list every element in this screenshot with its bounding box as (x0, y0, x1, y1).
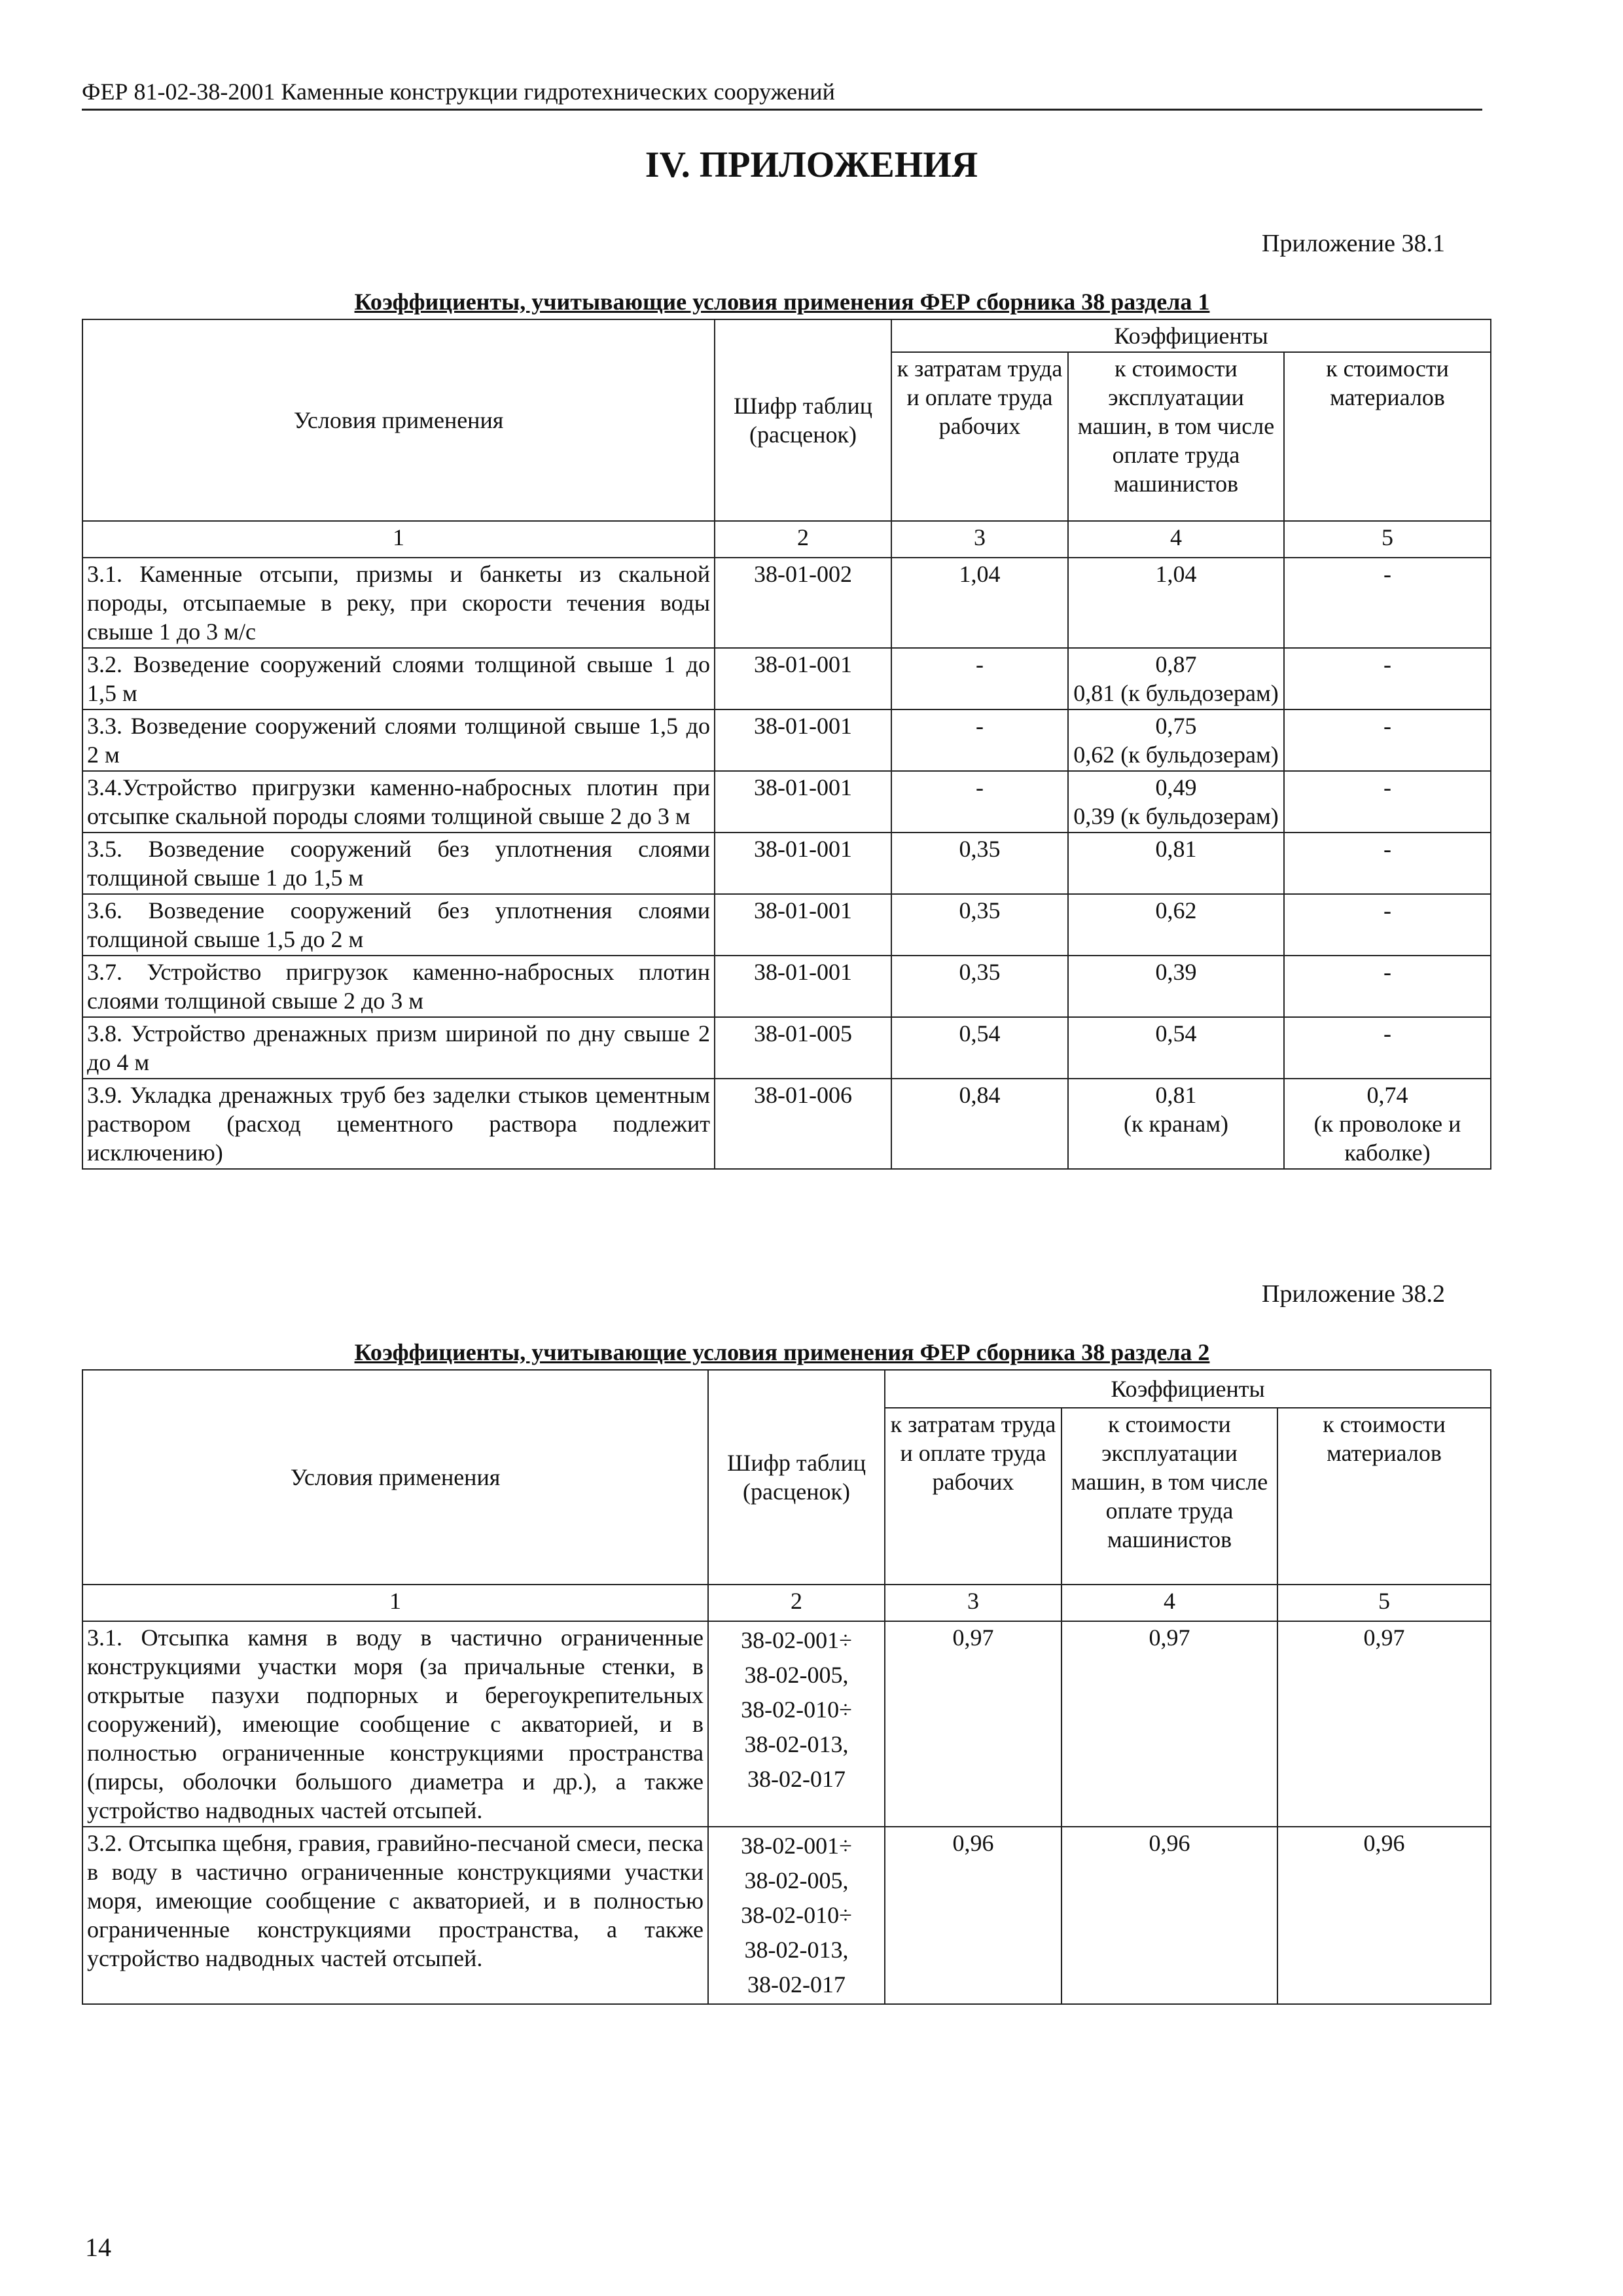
row-materials: 0,97 (1277, 1621, 1491, 1827)
code-line: 38-02-005, (744, 1662, 849, 1688)
col-num: 1 (82, 521, 715, 558)
col-num: 5 (1284, 521, 1491, 558)
table-row (82, 894, 1491, 956)
col-num: 1 (82, 1585, 708, 1621)
row-machines: 1,04 (1068, 558, 1284, 648)
appendix-label-2: Приложение 38.2 (1262, 1280, 1445, 1308)
row-machines (1068, 771, 1284, 833)
row-machines (1068, 1079, 1284, 1169)
header-machines: к стоимости эксплуатации машин, в том числе оплате труда машинистов (1068, 352, 1284, 521)
code-line: 38-02-017 (747, 1766, 846, 1792)
row-codes (708, 1621, 885, 1827)
code-line: 38-02-010÷ (741, 1902, 852, 1928)
machines-value: 0,87 (1155, 651, 1197, 677)
code-line: 38-02-010÷ (741, 1696, 852, 1723)
row-condition: 3.2. Отсыпка щебня, гравия, гравийно-песчаной смеси, песка в воду в частично ограниченные конструкциями участки моря, имеющие сообщение с акваторией, и в полностью ограниченные конструкциями пространства, а также устройство надводных частей отсыпей. (82, 1827, 708, 2004)
row-condition: 3.7. Устройство пригрузок каменно-набросных плотин слоями толщиной свыше 2 до 3 м (82, 956, 715, 1017)
row-labor: - (891, 771, 1068, 833)
row-materials (1284, 1079, 1491, 1169)
row-code: 38-01-001 (715, 709, 891, 771)
table-row (82, 558, 1491, 648)
col-num: 2 (715, 521, 891, 558)
row-code: 38-01-001 (715, 648, 891, 709)
machines-value: 0,49 (1155, 774, 1197, 800)
machines-note: 0,62 (к бульдозерам) (1073, 742, 1279, 768)
col-num: 5 (1277, 1585, 1491, 1621)
machines-note: 0,81 (к бульдозерам) (1073, 680, 1279, 706)
appendix-label-1: Приложение 38.1 (1262, 230, 1445, 257)
header-conditions: Условия применения (82, 319, 715, 521)
row-labor: - (891, 648, 1068, 709)
machines-value: 0,81 (1155, 1082, 1197, 1108)
row-materials: - (1284, 558, 1491, 648)
header-materials: к стоимости материалов (1277, 1408, 1491, 1585)
row-code: 38-01-001 (715, 956, 891, 1017)
col-num: 3 (885, 1585, 1061, 1621)
row-machines: 0,81 (1068, 833, 1284, 894)
row-code: 38-01-001 (715, 894, 891, 956)
header-code: Шифр таблиц (расценок) (715, 319, 891, 521)
table-row (82, 1621, 1491, 1827)
row-condition: 3.3. Возведение сооружений слоями толщиной свыше 1,5 до 2 м (82, 709, 715, 771)
col-num: 3 (891, 521, 1068, 558)
header-materials: к стоимости материалов (1284, 352, 1491, 521)
row-condition: 3.1. Отсыпка камня в воду в частично ограниченные конструкциями участки моря (за причальные стенки, в открытые пазухи подпорных и берегоукрепительных сооружений), имеющие сообщение с акваторией, и в полностью ограниченные конструкциями пространства (пирсы, оболочки большого диаметра и др.), а также устройство надводных частей отсыпей. (82, 1621, 708, 1827)
row-materials: - (1284, 894, 1491, 956)
table-row (82, 833, 1491, 894)
header-code: Шифр таблиц (расценок) (708, 1370, 885, 1585)
code-line: 38-02-017 (747, 1971, 846, 1998)
row-labor: 0,54 (891, 1017, 1068, 1079)
header-labor: к затратам труда и оплате труда рабочих (885, 1408, 1061, 1585)
table-row (82, 771, 1491, 833)
row-materials: - (1284, 956, 1491, 1017)
row-condition: 3.6. Возведение сооружений без уплотнения слоями толщиной свыше 1,5 до 2 м (82, 894, 715, 956)
running-header: ФЕР 81-02-38-2001 Каменные конструкции гидротехнических сооружений (82, 77, 1482, 111)
row-materials: - (1284, 833, 1491, 894)
header-labor: к затратам труда и оплате труда рабочих (891, 352, 1068, 521)
row-labor: 0,35 (891, 956, 1068, 1017)
row-materials: - (1284, 648, 1491, 709)
row-condition: 3.5. Возведение сооружений без уплотнения слоями толщиной свыше 1 до 1,5 м (82, 833, 715, 894)
row-condition: 3.2. Возведение сооружений слоями толщиной свыше 1 до 1,5 м (82, 648, 715, 709)
row-machines: 0,39 (1068, 956, 1284, 1017)
table-row (82, 648, 1491, 709)
code-line: 38-02-013, (744, 1731, 849, 1757)
row-labor: 0,35 (891, 894, 1068, 956)
row-machines: 0,96 (1061, 1827, 1277, 2004)
row-labor: - (891, 709, 1068, 771)
row-materials: - (1284, 1017, 1491, 1079)
row-code: 38-01-002 (715, 558, 891, 648)
row-condition: 3.4.Устройство пригрузки каменно-набросных плотин при отсыпке скальной породы слоями толщиной свыше 2 до 3 м (82, 771, 715, 833)
row-labor: 0,84 (891, 1079, 1068, 1169)
machines-note: (к кранам) (1124, 1111, 1228, 1137)
header-machines: к стоимости эксплуатации машин, в том числе оплате труда машинистов (1061, 1408, 1277, 1585)
table-row (82, 956, 1491, 1017)
code-line: 38-02-005, (744, 1867, 849, 1893)
row-condition: 3.9. Укладка дренажных труб без заделки стыков цементным раствором (расход цементного раствора подлежит исключению) (82, 1079, 715, 1169)
row-machines: 0,54 (1068, 1017, 1284, 1079)
row-machines (1068, 648, 1284, 709)
table-row (82, 1827, 1491, 2004)
materials-note: (к проволоке и каболке) (1313, 1111, 1461, 1166)
row-labor: 0,96 (885, 1827, 1061, 2004)
code-line: 38-02-013, (744, 1937, 849, 1963)
row-labor: 0,97 (885, 1621, 1061, 1827)
materials-value: 0,74 (1366, 1082, 1408, 1108)
row-code: 38-01-001 (715, 833, 891, 894)
row-machines: 0,97 (1061, 1621, 1277, 1827)
row-materials: - (1284, 709, 1491, 771)
table-caption-1: Коэффициенты, учитывающие условия применения ФЕР сборника 38 раздела 1 (354, 289, 1210, 315)
row-codes (708, 1827, 885, 2004)
header-coefficients: Коэффициенты (885, 1370, 1491, 1408)
row-labor: 0,35 (891, 833, 1068, 894)
row-condition: 3.1. Каменные отсыпи, призмы и банкеты из скальной породы, отсыпаемые в реку, при скорости течения воды свыше 1 до 3 м/с (82, 558, 715, 648)
col-num: 2 (708, 1585, 885, 1621)
page-title: IV. ПРИЛОЖЕНИЯ (645, 145, 978, 185)
table-row (82, 1079, 1491, 1169)
row-materials: 0,96 (1277, 1827, 1491, 2004)
row-condition: 3.8. Устройство дренажных призм шириной по дну свыше 2 до 4 м (82, 1017, 715, 1079)
page-number: 14 (85, 2233, 111, 2262)
machines-value: 0,75 (1155, 713, 1197, 739)
row-materials: - (1284, 771, 1491, 833)
coefficients-table-2 (82, 1369, 1491, 2005)
row-code: 38-01-006 (715, 1079, 891, 1169)
row-labor: 1,04 (891, 558, 1068, 648)
col-num: 4 (1061, 1585, 1277, 1621)
code-line: 38-02-001÷ (741, 1833, 852, 1859)
row-code: 38-01-005 (715, 1017, 891, 1079)
table-row (82, 1017, 1491, 1079)
coefficients-table-1 (82, 319, 1491, 1170)
machines-note: 0,39 (к бульдозерам) (1073, 803, 1279, 829)
col-num: 4 (1068, 521, 1284, 558)
header-conditions: Условия применения (82, 1370, 708, 1585)
table-row (82, 709, 1491, 771)
row-machines: 0,62 (1068, 894, 1284, 956)
row-code: 38-01-001 (715, 771, 891, 833)
header-coefficients: Коэффициенты (891, 319, 1491, 352)
row-machines (1068, 709, 1284, 771)
code-line: 38-02-001÷ (741, 1627, 852, 1653)
table-caption-2: Коэффициенты, учитывающие условия применения ФЕР сборника 38 раздела 2 (354, 1339, 1210, 1365)
